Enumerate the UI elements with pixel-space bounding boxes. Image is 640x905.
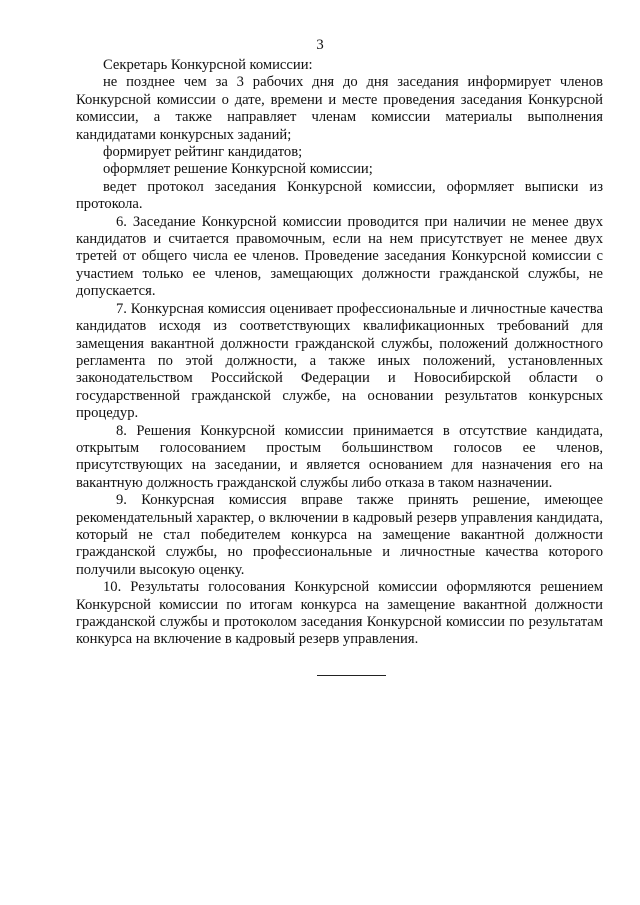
paragraph-secretary-rating: формирует рейтинг кандидатов;	[103, 144, 303, 161]
paragraph-item-7: 7. Конкурсная комиссия оценивает профессиональные и личностные качества кандидатов исходя из соответствующих квалификационных требований для замещения вакантной должности гражданской службы, положений должностного регламента по этой должности, а также иных положений, установленных законодательством Российской Федерации и Новосибирской области о государственной гражданской службе, на основании результатов конкурсных процедур.	[76, 300, 603, 422]
paragraph-item-6: 6. Заседание Конкурсной комиссии проводится при наличии не менее двух кандидатов и считается правомочным, если на нем присутствует не менее двух третей от общего числа ее членов. Проведение заседания Конкурсной комиссии с участием только ее членов, замещающих должности гражданской службы, не допускается.	[76, 213, 603, 300]
document-body	[76, 57, 603, 649]
paragraph-secretary-inform: не позднее чем за 3 рабочих дня до дня заседания информирует членов Конкурсной комиссии о дате, времени и месте проведения заседания Конкурсной комиссии, а также направляет членам комиссии материалы выполнения кандидатами конкурсных заданий;	[76, 74, 603, 143]
end-separator-line	[317, 675, 386, 676]
paragraph-secretary-heading: Секретарь Конкурсной комиссии:	[103, 57, 313, 73]
paragraph-item-8: 8. Решения Конкурсной комиссии принимается в отсутствие кандидата, открытым голосованием простым большинством голосов ее членов, присутствующих на заседании, и является основанием для назначения его на вакантную должность гражданской службы либо отказа в таком назначении.	[76, 422, 603, 491]
page-number: 3	[316, 37, 324, 53]
paragraph-item-9: 9. Конкурсная комиссия вправе также принять решение, имеющее рекомендательный характер, о включении в кадровый резерв управления кандидата, который не стал победителем конкурса на замещение вакантной должности гражданской службы, но профессиональные и личностные качества которого получили высокую оценку.	[76, 492, 603, 578]
paragraph-secretary-protocol: ведет протокол заседания Конкурсной комиссии, оформляет выписки из протокола.	[76, 178, 603, 213]
paragraph-item-10: 10. Результаты голосования Конкурсной комиссии оформляются решением Конкурсной комиссии по итогам конкурса на замещение вакантной должности гражданской службы и протоколом заседания Конкурсной комиссии по результатам конкурса на включение в кадровый резерв управления.	[76, 579, 603, 648]
paragraph-secretary-decision: оформляет решение Конкурсной комиссии;	[103, 161, 373, 178]
